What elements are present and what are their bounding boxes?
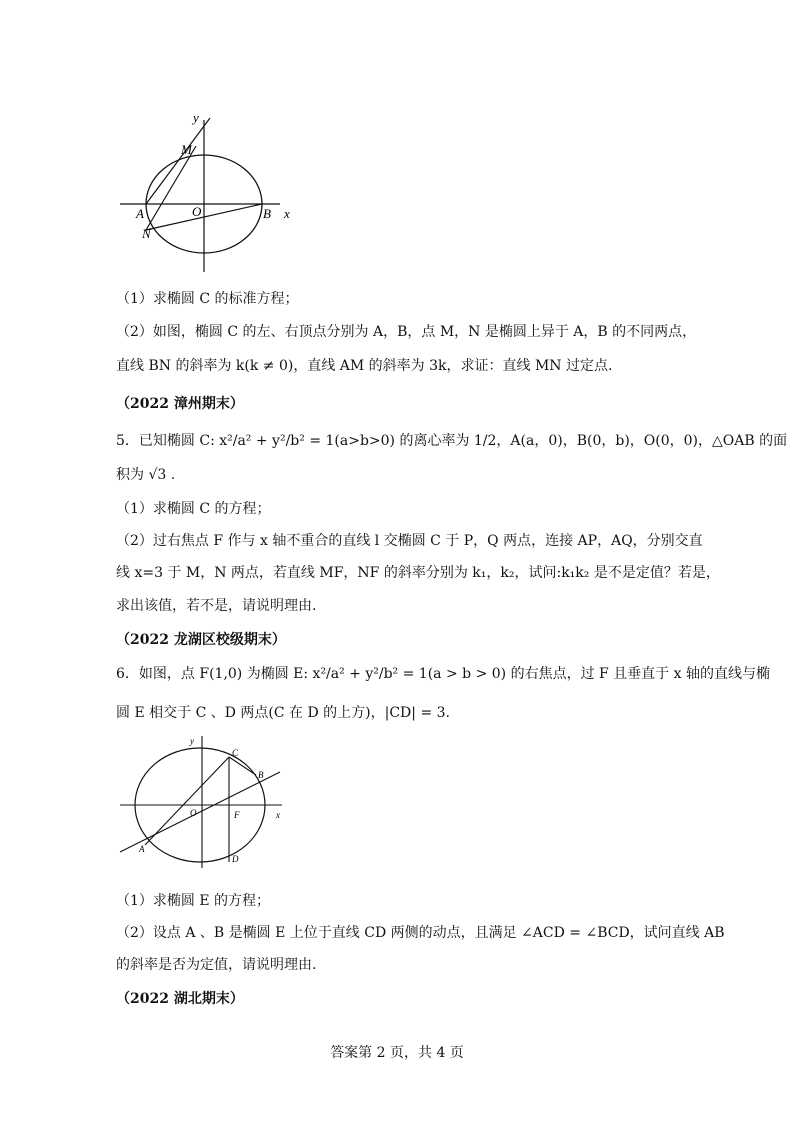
p5-line2: 积为 √3 .: [116, 467, 176, 483]
p4-source: （2022 漳州期末）: [116, 396, 244, 412]
label-o: O: [192, 204, 202, 219]
label-x: x: [284, 206, 290, 221]
p6-line2: 圆 E 相交于 C 、D 两点(C 在 D 的上方)，|CD| = 3.: [116, 705, 450, 721]
line-ab: [120, 772, 280, 852]
line-ac: [145, 757, 229, 845]
label-a: A: [139, 844, 145, 854]
p5-q2-line2: 线 x=3 于 M，N 两点，若直线 MF，NF 的斜率分别为 k₁，k₂，试问:k₁k₂ 是不是定值？若是，: [116, 565, 720, 581]
p5-q1: （1）求椭圆 C 的方程；: [116, 501, 271, 517]
label-o: O: [190, 808, 197, 818]
p4-q2-line2: 直线 BN 的斜率为 k(k ≠ 0)，直线 AM 的斜率为 3k，求证：直线 MN 过定点.: [116, 358, 613, 374]
label-y: y: [190, 736, 194, 746]
label-m: M: [181, 142, 192, 157]
label-y: y: [193, 110, 199, 125]
p6-line1: 6．如图，点 F(1,0) 为椭圆 E: x²/a² + y²/b² = 1(a > b > 0) 的右焦点，过 F 且垂直于 x 轴的直线与椭: [116, 666, 770, 682]
label-d: D: [232, 854, 239, 864]
label-n: N: [142, 226, 151, 241]
label-f: F: [234, 810, 240, 820]
p6-source: （2022 湖北期末）: [116, 991, 244, 1007]
line-cb: [229, 757, 256, 775]
p4-q1: （1）求椭圆 C 的标准方程；: [116, 291, 299, 307]
p5-line1: 5．已知椭圆 C: x²/a² + y²/b² = 1(a>b>0) 的离心率为 1/2，A(a，0)，B(0，b)，O(0，0)，△OAB 的面: [116, 433, 788, 449]
label-b: B: [263, 206, 271, 221]
figure-ellipse-cd: [116, 730, 288, 874]
line-am: [146, 118, 210, 204]
p5-q2-line1: （2）过右焦点 F 作与 x 轴不重合的直线 l 交椭圆 C 于 P，Q 两点，连接 AP，AQ，分别交直: [116, 533, 703, 549]
p5-source: （2022 龙湖区校级期末）: [116, 632, 286, 648]
figure-ellipse-mn: [116, 104, 302, 280]
label-c: C: [232, 748, 239, 758]
label-a: A: [136, 206, 144, 221]
line-mn: [146, 146, 196, 230]
label-x: x: [276, 810, 280, 820]
p4-q2-line1: （2）如图，椭圆 C 的左、右顶点分别为 A，B，点 M，N 是椭圆上异于 A，B 的不同两点，: [116, 324, 697, 340]
p6-q2-line2: 的斜率是否为定值，请说明理由.: [116, 957, 317, 973]
label-b: B: [258, 770, 264, 780]
p6-q2-line1: （2）设点 A 、B 是椭圆 E 上位于直线 CD 两侧的动点，且满足 ∠ACD = ∠BCD，试问直线 AB: [116, 925, 725, 941]
p6-q1: （1）求椭圆 E 的方程；: [116, 893, 271, 909]
page-footer: 答案第 2 页，共 4 页: [330, 1045, 464, 1061]
p5-q2-line3: 求出该值，若不是，请说明理由.: [116, 598, 317, 614]
